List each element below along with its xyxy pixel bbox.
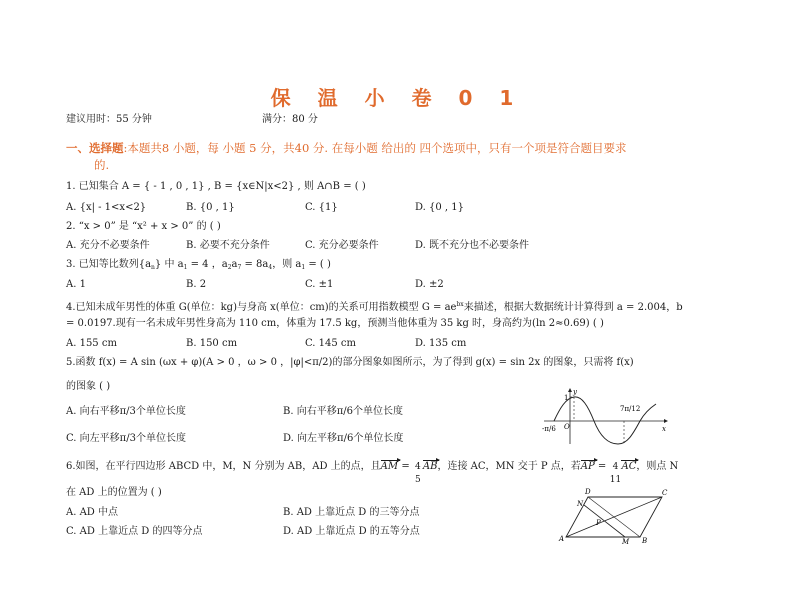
question-5-option-b: B. 向右平移π/6个单位长度	[283, 406, 404, 417]
question-1-option-c: C. {1}	[305, 202, 338, 213]
question-1-option-d: D. {0 , 1}	[415, 202, 465, 213]
section-description-cont: 的.	[94, 158, 110, 172]
question-5-option-d: D. 向左平移π/6个单位长度	[283, 433, 404, 444]
question-4-option-b: B. 150 cm	[186, 338, 238, 349]
question-2-stem: 2. “x > 0” 是 “x² + x > 0” 的 ( )	[66, 221, 221, 232]
vector-ac: AC	[621, 461, 637, 472]
question-4-stem-line2: = 0.0197.现有一名未成年男性身高为 110 cm，体重为 17.5 kg，预测当他体重为 35 kg 时，身高约为(ln 2≈0.69) ( )	[66, 318, 604, 329]
suggested-time: 建议用时：55 分钟	[66, 114, 152, 125]
point-n-label: N	[577, 500, 584, 508]
sine-graph-figure	[540, 386, 670, 446]
question-6-option-d: D. AD 上靠近点 D 的五等分点	[283, 526, 420, 537]
question-3-option-b: B. 2	[186, 279, 207, 290]
peak-label: 1	[564, 394, 569, 402]
question-6-stem: 6.如图，在平行四边形 ABCD 中，M，N 分别为 AB，AD 上的点，且AM = 4 5 AB，连接 AC，MN 交于 P 点，若AP = 4 11 AC，则点 N	[66, 461, 679, 485]
question-2-option-d: D. 既不充分也不必要条件	[415, 240, 530, 251]
left-tick-label: -π/6	[542, 425, 556, 433]
origin-label: O	[564, 423, 570, 431]
question-1-stem: 1. 已知集合 A = { - 1 , 0 , 1} , B = {x∈N|x<2} , 则 A∩B = ( )	[66, 181, 366, 192]
fraction-4-11: 4 11	[609, 462, 622, 485]
question-3-option-d: D. ±2	[415, 279, 444, 290]
diagonal-bd	[588, 497, 640, 537]
section-heading	[66, 141, 627, 155]
question-3-stem: 3. 已知等比数列$\{a_n\}$ 中 $a_1 = 4$ ，$a_2a_7 = 8a_4$，则 $a_1$ = ( )	[66, 259, 331, 271]
vector-am: AM	[380, 461, 399, 472]
vector-ap: AP	[580, 461, 595, 472]
question-2-option-b: B. 必要不充分条件	[186, 240, 270, 251]
vertex-d-label: D	[585, 488, 591, 496]
question-4-option-a: A. 155 cm	[66, 338, 117, 349]
sine-curve	[554, 397, 656, 444]
full-score: 满分：80 分	[262, 114, 318, 125]
parallelogram-figure	[558, 485, 673, 545]
question-5-option-a: A. 向右平移π/3个单位长度	[66, 406, 186, 417]
right-tick-label: 7π/12	[620, 405, 641, 413]
question-4-stem-line1: 4.已知未成年男性的体重 G(单位：kg)与身高 x(单位：cm)的关系可用指数模型 $G = ae^{bx}$来描述，根据大数据统计计算得到 a = 2.004，b	[66, 301, 683, 313]
y-axis-arrow-icon	[568, 388, 572, 392]
question-3-option-a: A. 1	[66, 279, 86, 290]
question-1-option-b: B. {0 , 1}	[186, 202, 235, 213]
point-p-label: P	[596, 519, 601, 527]
question-2-option-a: A. 充分不必要条件	[66, 240, 150, 251]
question-6-stem-cont: 在 AD 上的位置为 ( )	[66, 487, 162, 498]
x-axis-arrow-icon	[664, 419, 668, 423]
page-title: 保 温 小 卷 0 1	[270, 86, 524, 110]
section-description: :本题共8 小题，每 小题 5 分，共40 分. 在每小题 给出的 四个选项中，只有一个项是符合题目要求	[123, 141, 627, 155]
question-6-option-c: C. AD 上靠近点 D 的四等分点	[66, 526, 203, 537]
point-m-label: M	[622, 538, 630, 545]
vertex-c-label: C	[662, 489, 668, 497]
question-4-option-c: C. 145 cm	[305, 338, 357, 349]
question-2-option-c: C. 充分必要条件	[305, 240, 379, 251]
y-axis-label: y	[573, 388, 577, 396]
vertex-a-label: A	[559, 535, 565, 543]
question-6-option-a: A. AD 中点	[66, 507, 118, 518]
question-5-stem-cont: 的图象 ( )	[66, 381, 111, 392]
question-5-option-c: C. 向左平移π/3个单位长度	[66, 433, 186, 444]
vertex-b-label: B	[642, 537, 648, 545]
question-5-stem: 5.函数 f(x) = A sin (ωx + φ)(A > 0 ，ω > 0 ，|φ|<π/2)的部分图象如图所示，为了得到 g(x) = sin 2x 的图象，只需将 f(x)	[66, 357, 634, 368]
section-label: 一、选择题	[66, 141, 124, 155]
question-1-option-a: A. {x| - 1<x<2}	[66, 202, 147, 213]
question-3-option-c: C. ±1	[305, 279, 334, 290]
x-axis-label: x	[662, 425, 666, 433]
question-4-option-d: D. 135 cm	[415, 338, 467, 349]
fraction-4-5: 4 5	[415, 462, 421, 485]
vector-ab: AB	[422, 461, 438, 472]
question-6-option-b: B. AD 上靠近点 D 的三等分点	[283, 507, 420, 518]
